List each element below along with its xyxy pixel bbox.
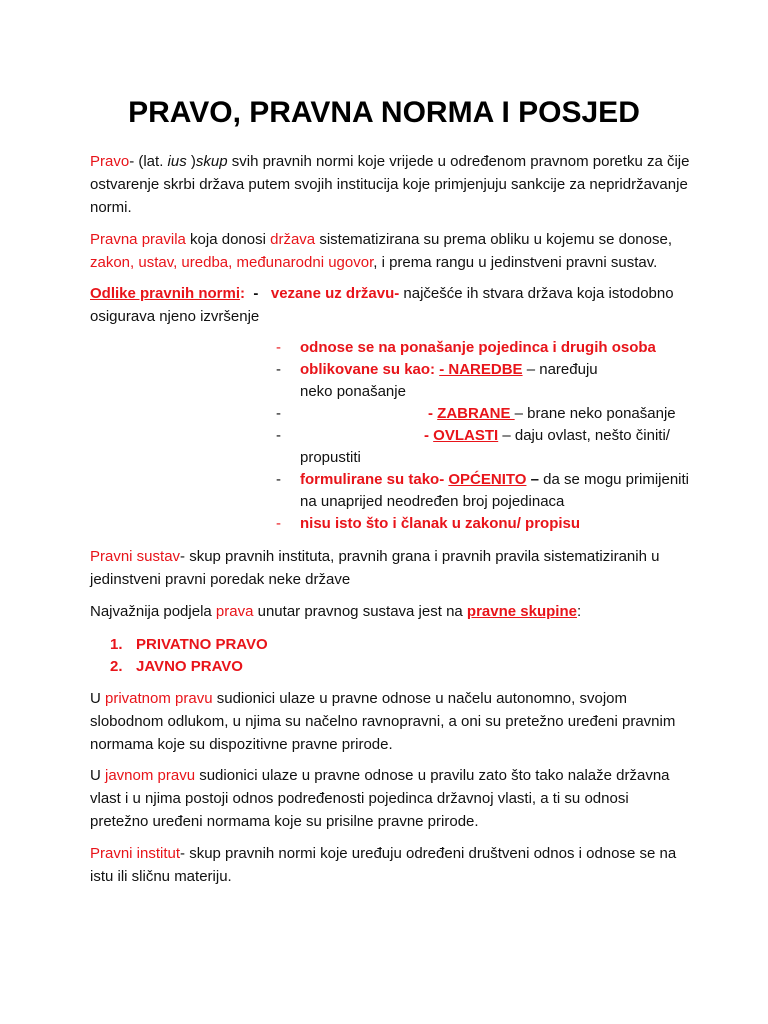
text: , i prema rangu u jedinstveni pravni sustav. — [373, 254, 658, 271]
text: sudionici ulaze u pravne odnose u načelu autonomno, svojom slobodnom odlukom, u njima su načelno ravnopravni, a oni su pretežno uređeni pravnim normama koje su dispozitivne pravne prirode. — [90, 690, 676, 753]
text: oblikovane su kao: — [300, 361, 440, 378]
term-javno: javnom pravu — [105, 767, 196, 784]
text: – naređuju — [522, 361, 598, 378]
term-zabrane: ZABRANE — [437, 405, 515, 422]
list-item — [276, 337, 696, 359]
text: U — [90, 767, 105, 784]
term-vezane: vezane uz državu- — [270, 285, 400, 302]
text: : — [576, 603, 582, 620]
paragraph-pravni-institut — [90, 842, 690, 888]
text: sistematizirana su prema obliku u kojemu se donose, — [315, 231, 672, 248]
paragraph-pravna-pravila — [90, 228, 690, 274]
term-skupine: pravne skupine — [466, 603, 577, 620]
page-title: PRAVO, PRAVNA NORMA I POSJED — [128, 96, 640, 129]
numbered-list — [110, 634, 268, 678]
term-pravo: Pravo — [90, 153, 130, 170]
text-skup: skup — [195, 153, 228, 170]
dash: - — [276, 361, 281, 378]
text: - skup pravnih instituta, pravnih grana i pravnih pravila sistematiziranih u jedinstveni pravni poredak neke države — [90, 548, 660, 588]
text: – — [526, 471, 539, 488]
list-item — [276, 469, 696, 513]
term-odlike: Odlike pravnih normi — [90, 285, 241, 302]
dash: - — [276, 471, 281, 488]
list-label: PRIVATNO PRAVO — [136, 636, 268, 653]
list-number: 1. — [110, 636, 123, 653]
paragraph-pravo — [90, 150, 690, 219]
paragraph-privatno — [90, 687, 690, 756]
text: formulirane su tako- — [300, 471, 449, 488]
paragraph-odlike — [90, 282, 690, 328]
text: neko ponašanje — [300, 383, 406, 400]
dash: - — [276, 339, 281, 356]
list-item — [110, 634, 268, 656]
paragraph-podjela — [90, 600, 690, 623]
term-pravni-sustav: Pravni sustav — [90, 548, 181, 565]
dash: - — [276, 427, 281, 444]
text-ius: ius — [167, 153, 187, 170]
text: - — [424, 427, 434, 444]
term-ovlasti: OVLASTI — [433, 427, 499, 444]
list-item — [276, 359, 696, 403]
text-dash: - — [245, 285, 271, 302]
term-opcenito: OPĆENITO — [448, 471, 527, 488]
text: U — [90, 690, 105, 707]
term-prava: prava — [215, 603, 254, 620]
text: odnose se na ponašanje pojedinca i drugih osoba — [300, 339, 656, 356]
text: svih pravnih normi koje vrijede u određenom pravnom poretku za čije ostvarenje skrbi država putem svojih institucija koje primjenjuju sankcije za nepridržavanje normi. — [90, 153, 690, 216]
text: – daju ovlast, nešto činiti/ — [498, 427, 670, 444]
paragraph-javno — [90, 764, 690, 833]
text: unutar pravnog sustava jest na — [253, 603, 467, 620]
text: - — [428, 405, 438, 422]
text: – brane neko ponašanje — [514, 405, 676, 422]
list-label: JAVNO PRAVO — [136, 658, 243, 675]
term-drzava: država — [270, 231, 316, 248]
text: Najvažnija podjela — [90, 603, 216, 620]
text: - (lat. — [129, 153, 168, 170]
list-item — [276, 513, 696, 535]
text: : — [240, 285, 246, 302]
text: sudionici ulaze u pravne odnose u pravilu zato što tako nalaže državna vlast i u njima postoji odnos podređenosti pojedinca državnoj vlasti, a ti su odnosi pretežno uređeni normama koje su prisilne pravne prirode. — [90, 767, 670, 830]
text: ) — [186, 153, 196, 170]
list-item — [110, 656, 268, 678]
term-kinds: zakon, ustav, uredba, međunarodni ugovor — [90, 254, 374, 271]
paragraph-pravni-sustav — [90, 545, 690, 591]
term-privatno: privatnom pravu — [105, 690, 213, 707]
text: - skup pravnih normi koje uređuju određeni društveni odnos i odnose se na istu ili sličnu materiju. — [90, 845, 677, 885]
list-number: 2. — [110, 658, 123, 675]
text: na unaprijed neodređen broj pojedinaca — [300, 493, 565, 510]
odlike-list — [276, 337, 696, 535]
term-pravni-institut: Pravni institut — [90, 845, 181, 862]
list-item — [276, 425, 696, 469]
text: nisu isto što i članak u zakonu/ propisu — [300, 515, 581, 532]
dash: - — [276, 405, 281, 422]
dash: - — [276, 515, 281, 532]
text: koja donosi — [185, 231, 271, 248]
text: najčešće ih stvara država koja istodobno osigurava njeno izvršenje — [90, 285, 674, 325]
term-naredbe: - NAREDBE — [439, 361, 523, 378]
text: propustiti — [300, 449, 361, 466]
text: da se mogu primijeniti — [538, 471, 690, 488]
list-item — [276, 403, 696, 425]
term-pravna-pravila: Pravna pravila — [90, 231, 186, 248]
